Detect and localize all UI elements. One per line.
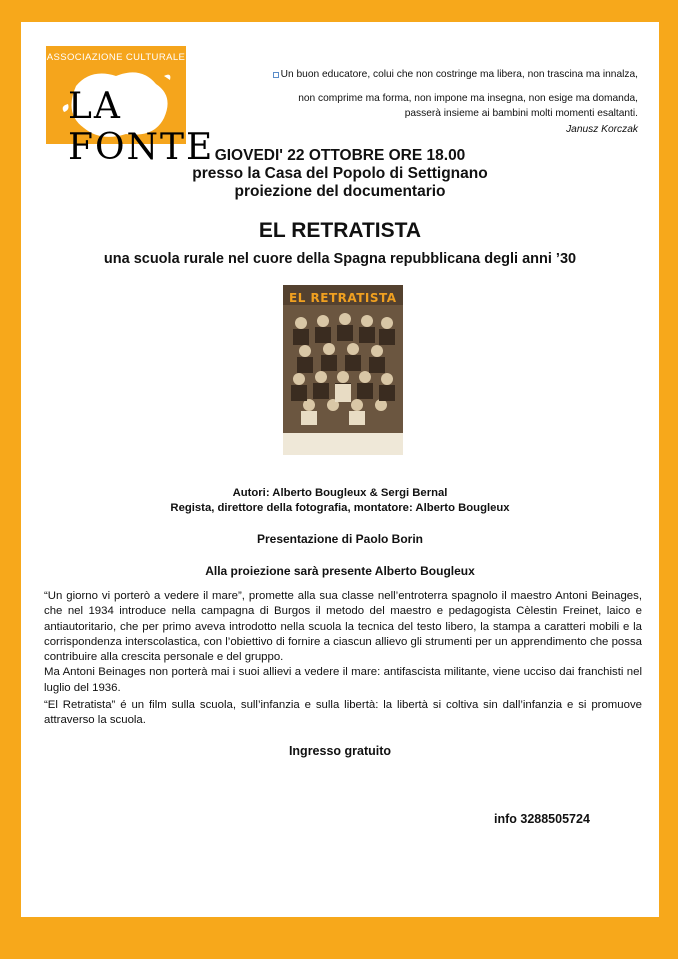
contact-info: info 3288505724 [494, 812, 590, 826]
quote-line-1: Un buon educatore, colui che non costringe ma libera, non trascina ma innalza, [280, 69, 638, 80]
class-photo-icon [283, 285, 403, 455]
description-paragraph-1: “Un giorno vi porterò a vedere il mare”, promette alla sua classe nell’entroterra spagnolo il maestro Antoni Beinages, che nel 1934 introduce nella campagna di Burgos il metodo del maestro e pedagogista Cèlestin Freinet, laico e antiautoritario, che per primo aveva introdotto nella scuola la tecnica del testo libero, la stampa a caratteri mobili e la corrispondenza interscolastica, con l’obiettivo di fornire a ciascun allievo gli strumenti per un apprendimento che possa contribuire alla crescita personale e del gruppo. [44, 590, 642, 664]
credits-authors: Autori: Alberto Bougleux & Sergi Bernal [232, 487, 448, 499]
entry-note: Ingresso gratuito [288, 744, 392, 758]
description-paragraph-3: “El Retratista” é un film sulla scuola, sull’infanzia e sulla libertà: la libertà si coltiva sin dall’infanzia e si promuove attraverso la scuola. [44, 699, 642, 727]
association-logo [46, 46, 215, 168]
bullet-icon [273, 72, 279, 78]
event-kind: proiezione del documentario [234, 183, 446, 200]
quote-line-3: passerà insieme ai bambini molti momenti esaltanti. [404, 108, 638, 119]
event-venue: presso la Casa del Popolo di Settignano [192, 165, 488, 182]
logo-association-label: ASSOCIAZIONE CULTURALE [46, 52, 186, 63]
film-poster-image [283, 285, 403, 455]
flyer-page [21, 22, 659, 917]
description-paragraph-2: Ma Antoni Beinages non porterà mai i suoi allievi a vedere il mare: antifascista militante, viene ucciso dai franchisti nel luglio del 1936. [44, 666, 642, 694]
quote-author: Janusz Korczak [566, 123, 638, 135]
epigraph-quote [218, 67, 638, 137]
credits-presentation: Presentazione di Paolo Borin [256, 532, 424, 546]
film-title: EL RETRATISTA [258, 219, 422, 242]
film-subtitle: una scuola rurale nel cuore della Spagna repubblicana degli anni ’30 [103, 251, 577, 267]
credits-crew: Regista, direttore della fotografia, montatore: Alberto Bougleux [170, 502, 510, 514]
event-date: GIOVEDI' 22 OTTOBRE ORE 18.00 [214, 147, 466, 164]
quote-line-2: non comprime ma forma, non impone ma insegna, non esige ma domanda, [298, 92, 638, 104]
logo-name: LA FONTE [68, 86, 215, 168]
poster-title: EL RETRATISTA [289, 291, 397, 305]
poster-credits-strip [283, 433, 403, 455]
film-description [44, 589, 642, 729]
credits-attendance: Alla proiezione sarà presente Alberto Bougleux [205, 564, 475, 578]
